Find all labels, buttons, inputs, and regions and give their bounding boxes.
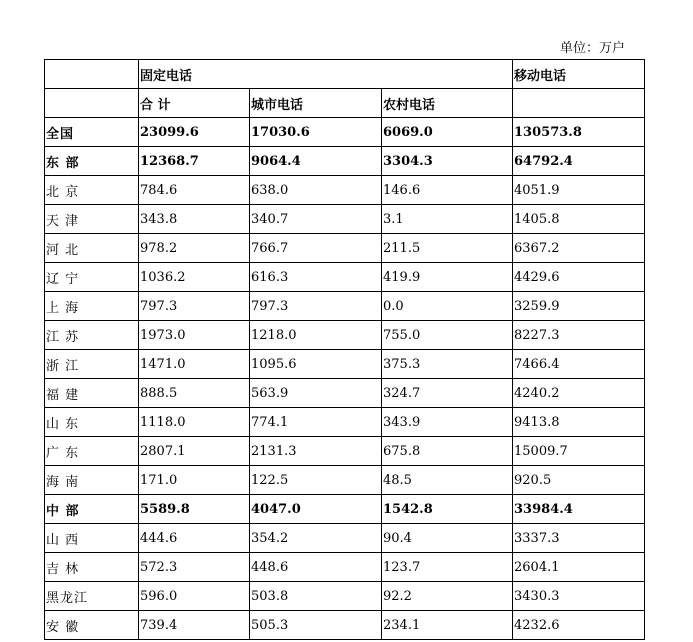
mobile-phone-value: 4429.6 bbox=[513, 263, 645, 292]
table-row bbox=[45, 205, 645, 234]
fixed-total-value: 2807.1 bbox=[139, 437, 250, 466]
rural-phone-value: 375.3 bbox=[382, 350, 513, 379]
rural-phone-value: 90.4 bbox=[382, 524, 513, 553]
fixed-total-value: 797.3 bbox=[139, 292, 250, 321]
fixed-total-value: 343.8 bbox=[139, 205, 250, 234]
region-name: 福 建 bbox=[45, 379, 139, 408]
urban-phone-value: 503.8 bbox=[250, 582, 382, 611]
table-row bbox=[45, 437, 645, 466]
mobile-phone-value: 4232.6 bbox=[513, 611, 645, 640]
rural-phone-value: 3304.3 bbox=[382, 147, 513, 176]
table-row bbox=[45, 263, 645, 292]
rural-phone-value: 324.7 bbox=[382, 379, 513, 408]
urban-phone-value: 17030.6 bbox=[250, 118, 382, 147]
mobile-phone-value: 4240.2 bbox=[513, 379, 645, 408]
rural-phone-value: 675.8 bbox=[382, 437, 513, 466]
mobile-phone-value: 3259.9 bbox=[513, 292, 645, 321]
header-row-1 bbox=[45, 60, 645, 89]
urban-phone-value: 448.6 bbox=[250, 553, 382, 582]
fixed-total-value: 23099.6 bbox=[139, 118, 250, 147]
table-row bbox=[45, 118, 645, 147]
header-corner-cell bbox=[45, 60, 139, 89]
region-name: 江 苏 bbox=[45, 321, 139, 350]
table-row bbox=[45, 582, 645, 611]
region-name: 全国 bbox=[45, 118, 139, 147]
mobile-phone-value: 2604.1 bbox=[513, 553, 645, 582]
urban-phone-value: 505.3 bbox=[250, 611, 382, 640]
table-row bbox=[45, 350, 645, 379]
region-name: 东 部 bbox=[45, 147, 139, 176]
rural-phone-value: 123.7 bbox=[382, 553, 513, 582]
rural-phone-value: 6069.0 bbox=[382, 118, 513, 147]
region-name: 广 东 bbox=[45, 437, 139, 466]
rural-phone-header: 农村电话 bbox=[382, 89, 513, 118]
fixed-total-value: 12368.7 bbox=[139, 147, 250, 176]
rural-phone-value: 146.6 bbox=[382, 176, 513, 205]
total-header: 合 计 bbox=[139, 89, 250, 118]
region-name: 天 津 bbox=[45, 205, 139, 234]
urban-phone-value: 9064.4 bbox=[250, 147, 382, 176]
table-row bbox=[45, 495, 645, 524]
region-name: 黑龙江 bbox=[45, 582, 139, 611]
urban-phone-value: 774.1 bbox=[250, 408, 382, 437]
urban-phone-value: 766.7 bbox=[250, 234, 382, 263]
urban-phone-header: 城市电话 bbox=[250, 89, 382, 118]
mobile-phone-value: 1405.8 bbox=[513, 205, 645, 234]
mobile-phone-value: 130573.8 bbox=[513, 118, 645, 147]
unit-label: 单位：万户 bbox=[560, 41, 626, 56]
urban-phone-value: 4047.0 bbox=[250, 495, 382, 524]
urban-phone-value: 340.7 bbox=[250, 205, 382, 234]
urban-phone-value: 616.3 bbox=[250, 263, 382, 292]
mobile-phone-value: 9413.8 bbox=[513, 408, 645, 437]
header-row-2 bbox=[45, 89, 645, 118]
fixed-total-value: 596.0 bbox=[139, 582, 250, 611]
table-row bbox=[45, 292, 645, 321]
rural-phone-value: 755.0 bbox=[382, 321, 513, 350]
region-name: 吉 林 bbox=[45, 553, 139, 582]
region-name: 北 京 bbox=[45, 176, 139, 205]
header-corner-cell-2 bbox=[45, 89, 139, 118]
fixed-total-value: 1973.0 bbox=[139, 321, 250, 350]
rural-phone-value: 3.1 bbox=[382, 205, 513, 234]
fixed-total-value: 5589.8 bbox=[139, 495, 250, 524]
region-name: 安 徽 bbox=[45, 611, 139, 640]
region-name: 浙 江 bbox=[45, 350, 139, 379]
urban-phone-value: 1218.0 bbox=[250, 321, 382, 350]
mobile-phone-value: 33984.4 bbox=[513, 495, 645, 524]
mobile-phone-value: 3337.3 bbox=[513, 524, 645, 553]
fixed-phone-header: 固定电话 bbox=[139, 60, 513, 89]
rural-phone-value: 92.2 bbox=[382, 582, 513, 611]
fixed-total-value: 1036.2 bbox=[139, 263, 250, 292]
region-name: 上 海 bbox=[45, 292, 139, 321]
mobile-phone-value: 64792.4 bbox=[513, 147, 645, 176]
region-name: 山 西 bbox=[45, 524, 139, 553]
table-row bbox=[45, 524, 645, 553]
urban-phone-value: 1095.6 bbox=[250, 350, 382, 379]
table-row bbox=[45, 234, 645, 263]
table-row bbox=[45, 321, 645, 350]
rural-phone-value: 234.1 bbox=[382, 611, 513, 640]
urban-phone-value: 563.9 bbox=[250, 379, 382, 408]
rural-phone-value: 343.9 bbox=[382, 408, 513, 437]
table-row bbox=[45, 176, 645, 205]
mobile-phone-value: 15009.7 bbox=[513, 437, 645, 466]
table-row bbox=[45, 379, 645, 408]
region-name: 山 东 bbox=[45, 408, 139, 437]
rural-phone-value: 419.9 bbox=[382, 263, 513, 292]
rural-phone-value: 48.5 bbox=[382, 466, 513, 495]
fixed-total-value: 739.4 bbox=[139, 611, 250, 640]
telephone-subscribers-table bbox=[44, 59, 645, 640]
table-row bbox=[45, 553, 645, 582]
region-name: 河 北 bbox=[45, 234, 139, 263]
urban-phone-value: 122.5 bbox=[250, 466, 382, 495]
region-name: 辽 宁 bbox=[45, 263, 139, 292]
urban-phone-value: 354.2 bbox=[250, 524, 382, 553]
fixed-total-value: 444.6 bbox=[139, 524, 250, 553]
fixed-total-value: 1118.0 bbox=[139, 408, 250, 437]
table-row bbox=[45, 611, 645, 640]
mobile-phone-value: 6367.2 bbox=[513, 234, 645, 263]
fixed-total-value: 1471.0 bbox=[139, 350, 250, 379]
table-row bbox=[45, 466, 645, 495]
mobile-phone-value: 920.5 bbox=[513, 466, 645, 495]
urban-phone-value: 2131.3 bbox=[250, 437, 382, 466]
rural-phone-value: 1542.8 bbox=[382, 495, 513, 524]
table-row bbox=[45, 147, 645, 176]
mobile-subheader-empty bbox=[513, 89, 645, 118]
mobile-phone-value: 8227.3 bbox=[513, 321, 645, 350]
mobile-phone-value: 3430.3 bbox=[513, 582, 645, 611]
mobile-phone-value: 7466.4 bbox=[513, 350, 645, 379]
region-name: 海 南 bbox=[45, 466, 139, 495]
rural-phone-value: 0.0 bbox=[382, 292, 513, 321]
fixed-total-value: 978.2 bbox=[139, 234, 250, 263]
urban-phone-value: 797.3 bbox=[250, 292, 382, 321]
fixed-total-value: 888.5 bbox=[139, 379, 250, 408]
fixed-total-value: 572.3 bbox=[139, 553, 250, 582]
rural-phone-value: 211.5 bbox=[382, 234, 513, 263]
table-row bbox=[45, 408, 645, 437]
fixed-total-value: 784.6 bbox=[139, 176, 250, 205]
mobile-phone-header: 移动电话 bbox=[513, 60, 645, 89]
region-name: 中 部 bbox=[45, 495, 139, 524]
urban-phone-value: 638.0 bbox=[250, 176, 382, 205]
mobile-phone-value: 4051.9 bbox=[513, 176, 645, 205]
fixed-total-value: 171.0 bbox=[139, 466, 250, 495]
